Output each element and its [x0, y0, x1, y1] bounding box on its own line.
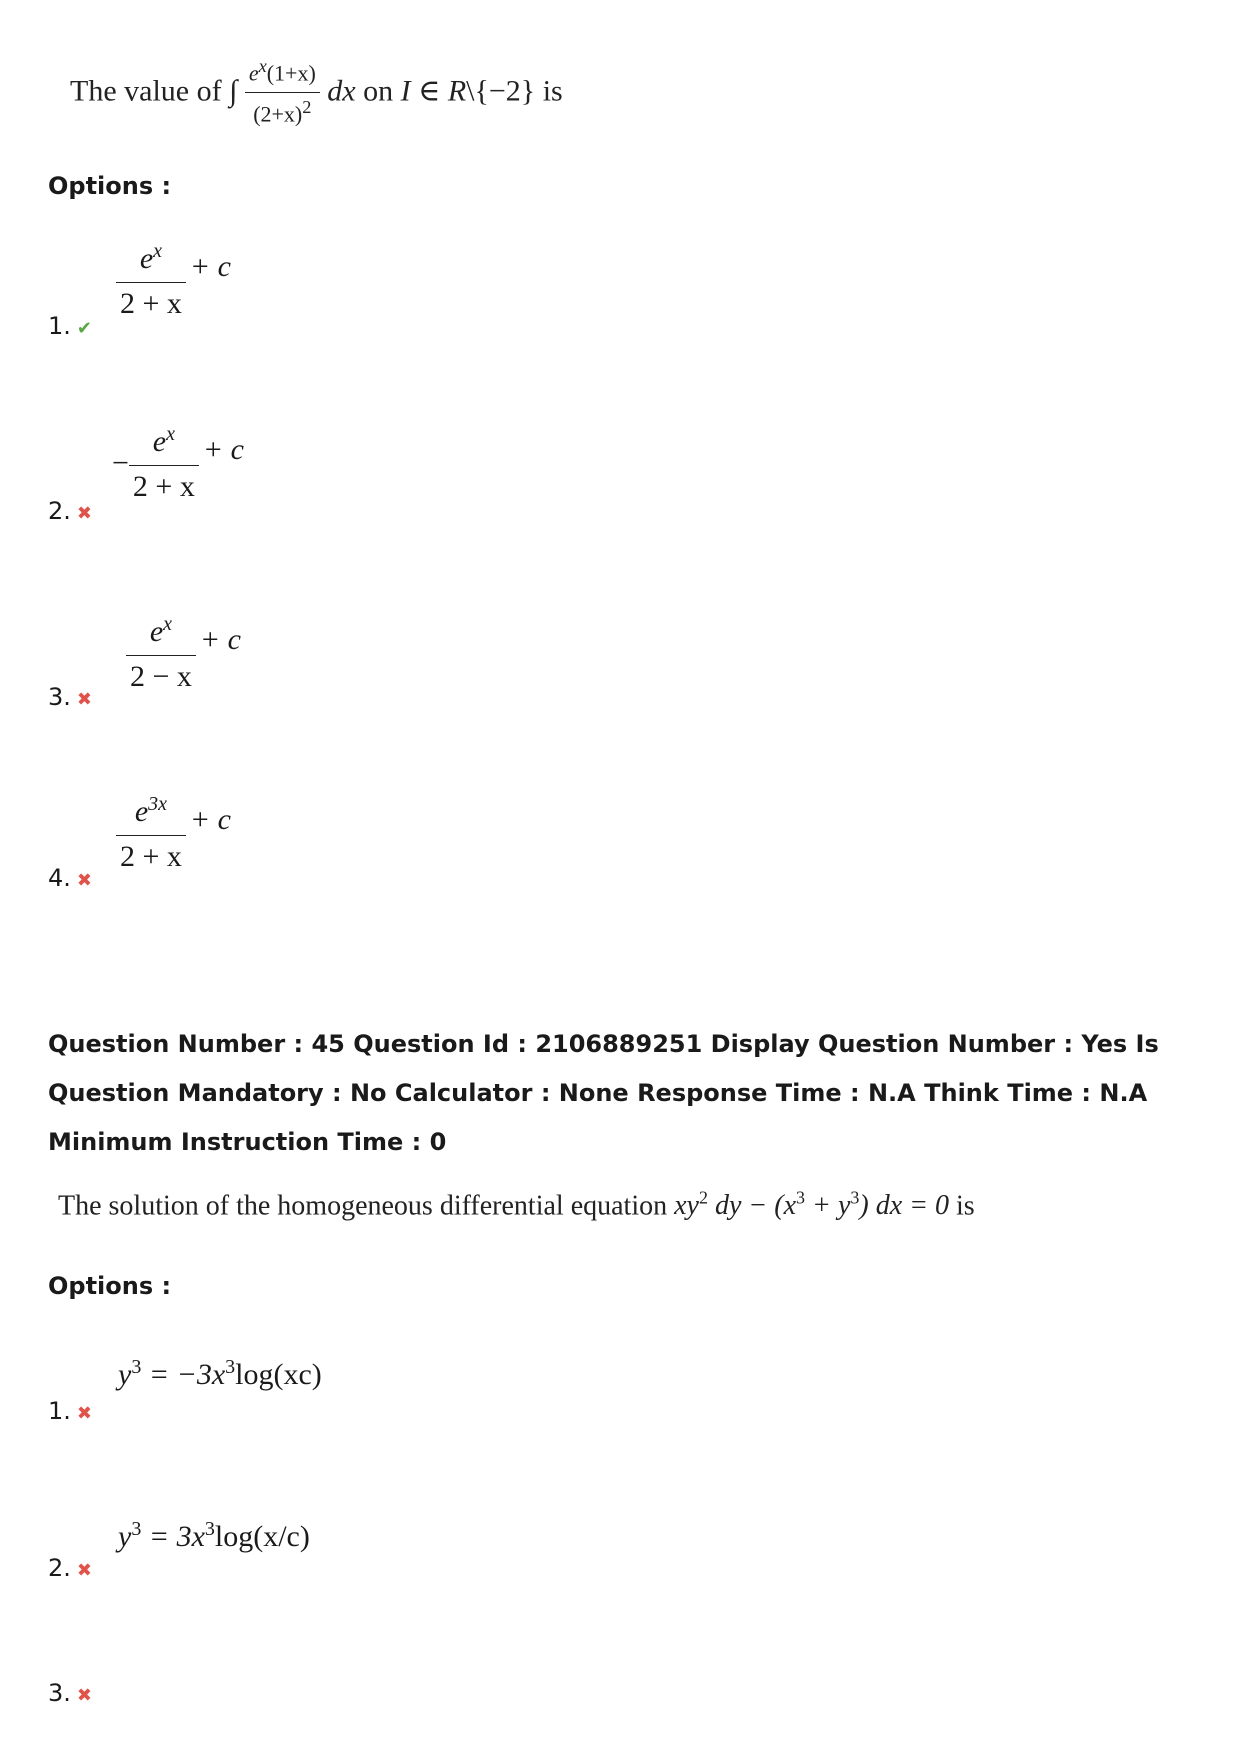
option-3-formula: $\frac{e^x}{2 - x}$ + c: [126, 613, 241, 694]
option-1-formula: $\frac{e^x}{2 + x}$ + c: [116, 240, 231, 321]
check-icon: ✔: [76, 318, 92, 339]
option-1-label: 1. ✖: [48, 1397, 92, 1425]
option-3-label: 3. ✖: [48, 683, 92, 711]
cross-icon: ✖: [76, 1560, 92, 1581]
option-4-label: 4. ✖: [48, 864, 92, 892]
option-3-label: 3. ✖: [48, 1679, 92, 1707]
integral-sign: ∫: [229, 74, 238, 108]
cross-icon: ✖: [76, 689, 92, 710]
options-heading: Options :: [48, 1272, 172, 1300]
options-heading: Options :: [48, 172, 172, 200]
question-text: The value of ∫ $\frac{e^x(1+x)}{(2+x)^2}$ dx on I ∈ R\{−2} is: [70, 56, 563, 127]
option-2-label: 2. ✖: [48, 497, 92, 525]
option-2-label: 2. ✖: [48, 1554, 92, 1582]
cross-icon: ✖: [76, 1685, 92, 1706]
question-meta: Question Number : 45 Question Id : 2106889251 Display Question Number : Yes Is Question Mandatory : No Calculator : None Response Time : N.A Think Time : N.A Minimum Instruction Time : 0: [48, 1030, 1159, 1156]
cross-icon: ✖: [76, 503, 92, 524]
option-2-formula: − $\frac{e^x}{2 + x}$ + c: [112, 423, 244, 503]
option-2-formula: $y^3 = 3x^3\log(x/c)$: [118, 1518, 310, 1553]
integrand-fraction: $\frac{e^x(1+x)}{(2+x)^2}$: [245, 56, 320, 128]
option-4-formula: $\frac{e^{3x}}{2 + x}$ + c: [116, 793, 231, 874]
option-1-label: 1. ✔: [48, 312, 92, 340]
cross-icon: ✖: [76, 1403, 92, 1424]
cross-icon: ✖: [76, 870, 92, 891]
option-1-formula: $y^3 = -3x^3\log(xc)$: [118, 1356, 322, 1391]
question-text: The solution of the homogeneous differential equation $xy^2$ dy − $(x^3 + y^3)$ dx = 0 is: [58, 1188, 975, 1222]
